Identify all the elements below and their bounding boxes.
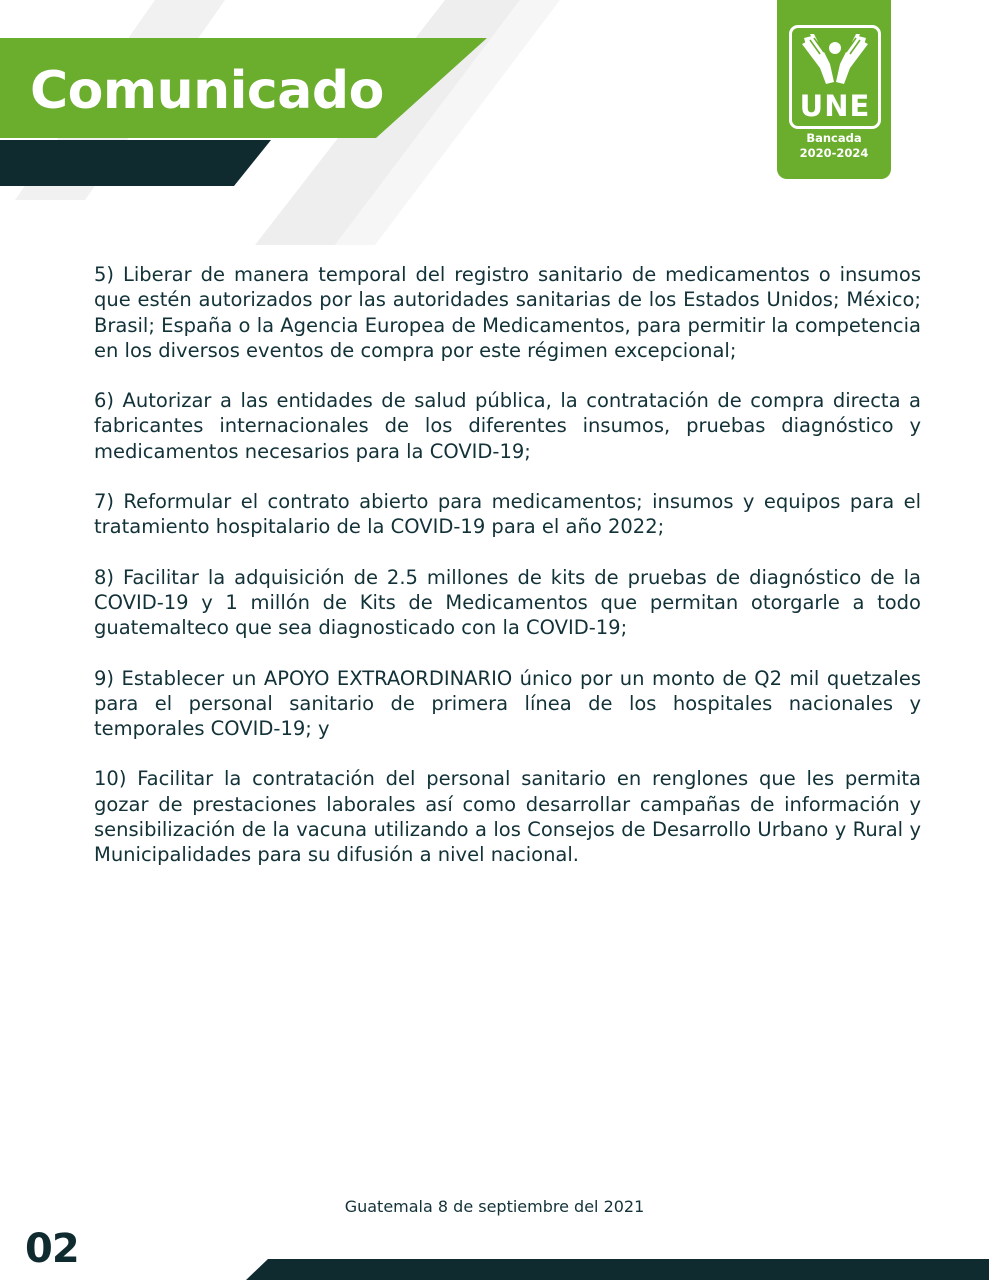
footer-bar — [246, 1259, 989, 1280]
une-logo — [777, 0, 891, 179]
paragraph-6: 6) Autorizar a las entidades de salud pública, la contratación de compra directa a fabricantes internacionales de los diferentes insumos, pruebas diagnóstico y medicamentos necesarios para la COVID-19; — [94, 389, 921, 463]
place-date: Guatemala 8 de septiembre del 2021 — [344, 1197, 645, 1216]
paragraph-8: 8) Facilitar la adquisición de 2.5 millones de kits de pruebas de diagnóstico de la COVID-19 y 1 millón de Kits de Medicamentos que permitan otorgarle a todo guatemalteco que sea diagnosticado con la COVID-19; — [94, 565, 921, 640]
logo-frame — [789, 25, 881, 129]
paragraph-9: 9) Establecer un APOYO EXTRAORDINARIO único por un monto de Q2 mil quetzales para el personal sanitario de primera línea de los hospitales nacionales y temporales COVID-19; y — [94, 666, 921, 741]
logo-party-name: UNE — [799, 89, 871, 123]
logo-period: 2020-2024 — [799, 146, 869, 160]
paragraph-5: 5) Liberar de manera temporal del registro sanitario de medicamentos o insumos que estén autorizados por las autoridades sanitarias de los Estados Unidos; México; Brasil; España o la Agencia Europea de Medicamentos, para permitir la competencia en los diversos eventos de compra por este régimen excepcional; — [94, 263, 921, 362]
page-number: 02 — [25, 1226, 79, 1272]
page-title: Comunicado — [30, 61, 384, 121]
logo-bancada: Bancada — [806, 131, 862, 145]
raised-hands-icon — [800, 34, 870, 90]
paragraph-10: 10) Facilitar la contratación del personal sanitario en renglones que les permita gozar de prestaciones laborales así como desarrollar campañas de información y sensibilización de la vacuna utilizando a los Consejos de Desarrollo Urbano y Rural y Municipalidades para su difusión a nivel nacional. — [94, 767, 921, 867]
dark-bar — [0, 140, 271, 186]
communique-body — [94, 262, 921, 893]
paragraph-7: 7) Reformular el contrato abierto para medicamentos; insumos y equipos para el tratamiento hospitalario de la COVID-19 para el año 2022; — [94, 490, 921, 539]
